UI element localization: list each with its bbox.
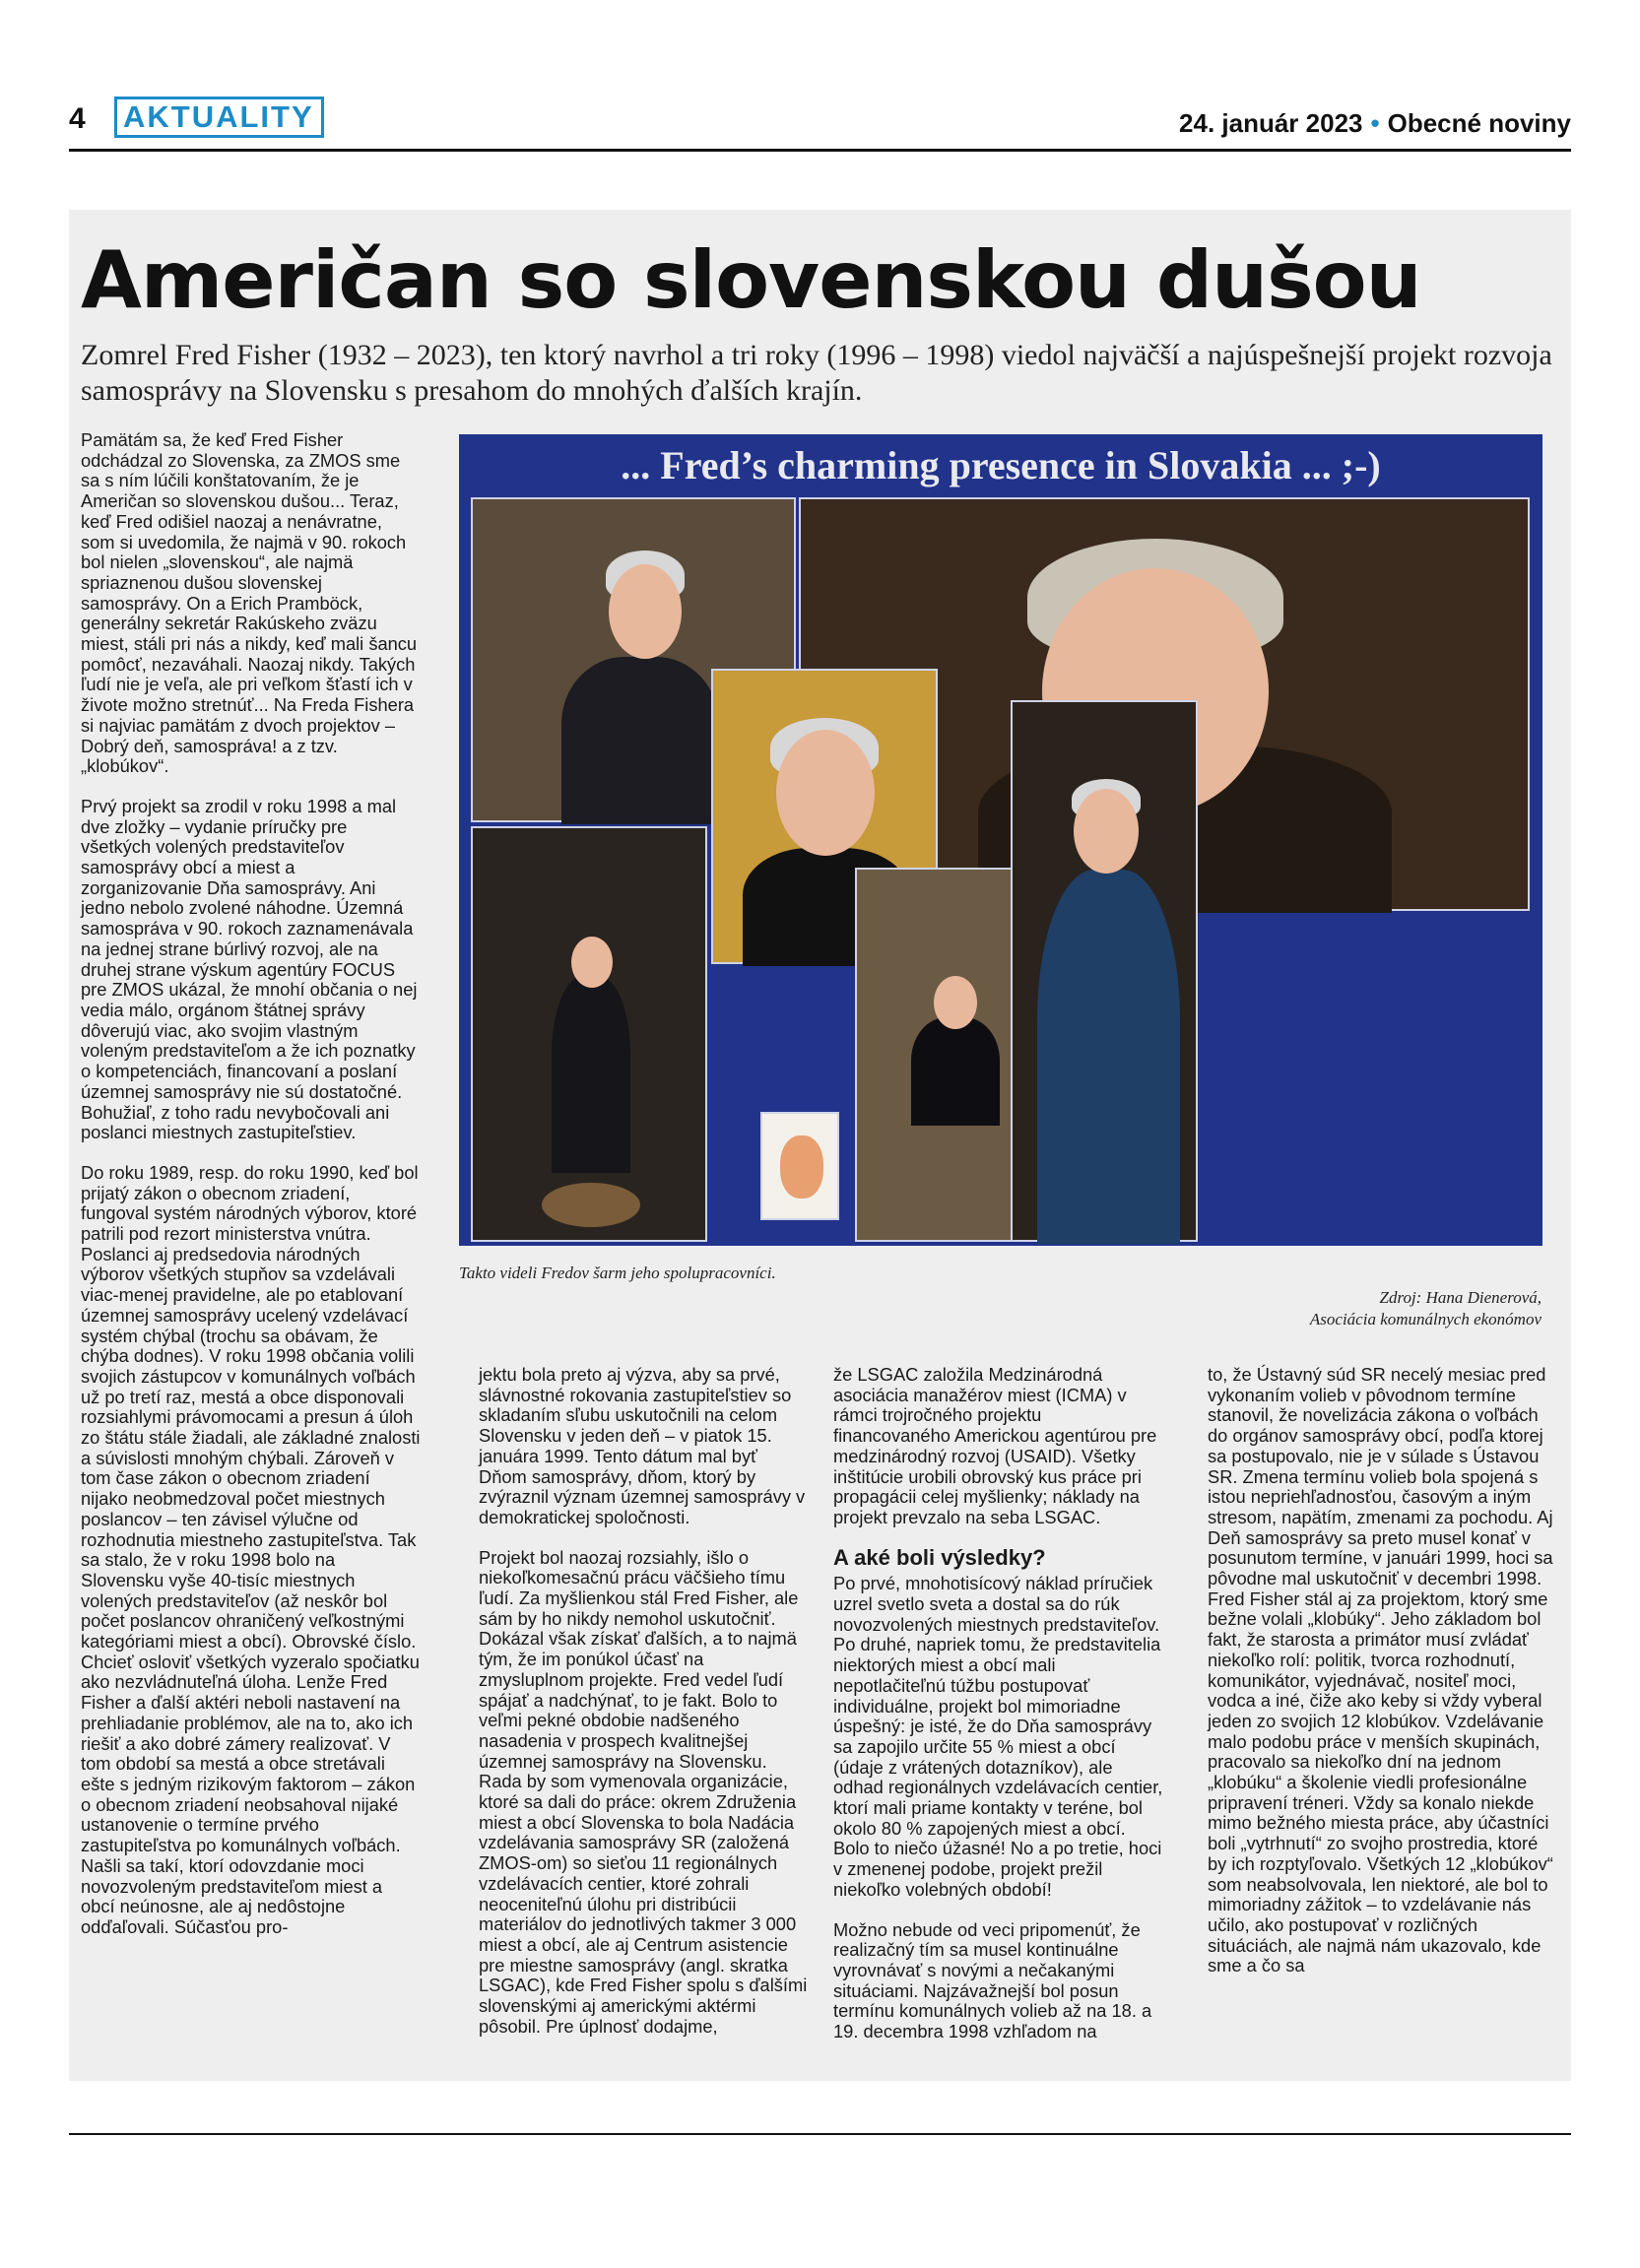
photo-caption: Takto videli Fredov šarm jeho spolupracovníci. <box>459 1264 776 1282</box>
article-column-1 <box>81 430 421 1958</box>
photo-credit <box>1310 1287 1542 1330</box>
hat-illustration <box>760 1112 839 1220</box>
paragraph: že LSGAC založila Medzinárodná asociácia manažérov miest (ICMA) v rámci trojročného projektu financovaného Americkou agentúrou pre medzinárodný rozvoj (USAID). Všetky inštitúcie urobili obrovský kus práce pri propagácii celej myšlienky; náklady na projekt prevzalo na seba LSGAC. <box>833 1364 1157 1527</box>
article-column-4 <box>1208 1365 1557 1996</box>
paragraph: Pamätám sa, že keď Fred Fisher odchádzal zo Slovenska, za ZMOS sme sa s ním lúčili konštatovaním, že je Američan so slovenskou dušou... Teraz, keď Fred odišiel naozaj a nenávratne, som si uvedomila, že najmä v 90. rokoch bol nielen „slovenskou“, ale najmä spriaznenou dušou slovenskej samosprávy. On a Erich Pramböck, generálny sekretár Rakúskeho zväzu miest, stáli pri nás a nikdy, keď mali šancu pomôcť, nezaváhali. Naozaj nikdy. Takých ľudí nie je veľa, ale pri veľkom šťastí ich v živote možno stretnúť... Na Freda Fishera si najviac pamätám z dvoch projektov – Dobrý deň, samospráva! a z tzv. „klobúkov“. <box>81 429 418 777</box>
page-number: 4 <box>69 102 86 135</box>
publication-name: Obecné noviny <box>1387 108 1571 138</box>
section-label: AKTUALITY <box>114 97 324 138</box>
paragraph: to, že Ústavný súd SR necelý mesiac pred vykonaním volieb v pôvodnom termíne stanovil, že novelizácia zákona o voľbách do orgánov samosprávy obcí, podľa ktorej sa postupovalo, nie je v súlade s Ústavou SR. Zmena termínu volieb bola spojená s istou nepriehľadnosťou, časovým a iným stresom, napätím, zmenami za pochodu. Aj Deň samosprávy sa preto musel konať v posunutom termíne, v januári 1999, hoci sa pôvodne mal uskutočniť v decembri 1998. Fred Fisher stál aj za projektom, ktorý sme bežne volali „klobúky“. Jeho základom bol fakt, že starosta a primátor musí zvládať niekoľko rolí: politik, tvorca rozhodnutí, komunikátor, vyjednávač, nositeľ moci, vodca a iné, čiže ako keby si vždy vyberal jeden zo svojich 12 klobúkov. Vzdelávanie malo podobu práce v menších skupinách, pracovalo sa niekoľko dní na jednom „klobúku“ a školenie viedli profesionálne pripravení tréneri. Vždy sa konalo niekde mimo bežného miesta práce, aby účastníci boli „vytrhnutí“ zo svojho prostredia, ktoré by ich rozptyľovalo. Všetkých 12 „klobúkov“ som neabsolvovala, len niektoré, ale bol to mimoriadny zážitok – to vzdelávanie nás učilo, ako postupovať v rozličných situáciách, ale najmä nám ukazovalo, kde sme a čo sa <box>1208 1364 1553 1976</box>
issue-date: 24. január 2023 <box>1179 108 1363 138</box>
article-headline: Američan so slovenskou dušou <box>81 234 1421 326</box>
photo-credit-source: Zdroj: Hana Dienerová, <box>1379 1288 1542 1307</box>
photo-collage-title: ... Fred’s charming presence in Slovakia ... ;-) <box>621 443 1381 487</box>
paragraph: Projekt bol naozaj rozsiahly, išlo o niekoľkomesačnú prácu väčšieho tímu ľudí. Za myšlienkou stál Fred Fisher, ale sám by ho nikdy nemohol uskutočniť. Dokázal však získať ďalších, a to najmä tým, že im ponúkol účasť na zmysluplnom projekte. Fred vedel ľudí spájať a nadchýnať, to je fakt. Bolo to veľmi pekné obdobie nadšeného nasadenia v prospech kvalitnejšej územnej samosprávy na Slovensku. Rada by som vymenovala organizácie, ktoré sa dali do práce: okrem Združenia miest a obcí Slovenska to bola Nadácia vzdelávania samosprávy SR (založená ZMOS-om) so sieťou 11 regionálnych vzdelávacích centier, ktoré zohrali neoceniteľnú úlohu pri distribúcii materiálov do jednotlivých takmer 3 000 miest a obcí, ale aj Centrum asistencie pre miestne samosprávy (angl. skratka LSGAC), kde Fred Fisher spolu s ďalšími slovenskými aj americkými aktérmi pôsobil. Pre úplnosť dodajme, <box>479 1546 808 2037</box>
separator-dot-icon: • <box>1370 108 1380 138</box>
photo-book-portrait <box>1011 700 1198 1242</box>
paragraph: Prvý projekt sa zrodil v roku 1998 a mal dve zložky – vydanie príručky pre všetkých volených predstaviteľov samosprávy obcí a miest a zorganizovanie Dňa samosprávy. Ani jedno nebolo zvolené náhodne. Územná samospráva v 90. rokoch zaznamenávala na jednej strane búrlivý rozvoj, ale na druhej strane výskum agentúry FOCUS pre ZMOS ukázal, že mnohí občania o nej vedia málo, orgánom štátnej správy dôverujú viac, ako svojim vlastným voleným predstaviteľom a že ich poznatky o kompetenciách, financovaní a poslaní územnej samosprávy nie sú dostatočné. Bohužiaľ, z toho radu nevybočovali ani poslanci miestnych zastupiteľstiev. <box>81 795 418 1143</box>
photo-street-statue <box>471 826 707 1242</box>
paragraph: jektu bola preto aj výzva, aby sa prvé, slávnostné rokovania zastupiteľstiev so skladaním sľubu uskutočnili na celom Slovensku v jeden deň – v piatok 15. januára 1999. Tento dátum mal byť Dňom samosprávy, dňom, ktorý by zvýraznil význam územnej samosprávy v demokratickej spoločnosti. <box>479 1364 806 1527</box>
article-subheading: A aké boli výsledky? <box>833 1544 1046 1570</box>
photo-collage <box>459 434 1542 1246</box>
header-divider <box>69 149 1571 152</box>
footer-divider <box>69 2133 1571 2135</box>
photo-credit-organization: Asociácia komunálnych ekonómov <box>1309 1310 1542 1328</box>
paragraph: Možno nebude od veci pripomenúť, že realizačný tím sa musel kontinuálne vyrovnávať s novými a nečakanými situáciami. Najzávažnejší bol posun termínu komunálnych volieb až na 18. a 19. decembra 1998 vzhľadom na <box>833 1918 1152 2042</box>
paragraph: Do roku 1989, resp. do roku 1990, keď bol prijatý zákon o obecnom zriadení, fungoval systém národných výborov, ktoré patrili pod rezort ministerstva vnútra. Poslanci aj predsedovia národných výborov všetkých stupňov sa vzdelávali viac-menej pravidelne, ale po etablovaní územnej samosprávy ucelený vzdelávací systém chýbal (trochu sa obávam, že chýba dodnes). V roku 1998 občania volili svojich zástupcov v komunálnych voľbách už po tretí raz, mestá a obce disponovali rozsiahlymi právomocami a presun á úloh zo štátu stále žiadali, ale základné znalosti a súvislosti mnohým chýbali. Zároveň v tom čase zákon o obecnom zriadení nijako neobmedzoval počet miestnych poslancov – ten závisel výlučne od rozhodnutia miestneho zastupiteľstva. Tak sa stalo, že v roku 1998 bolo na Slovensku vyše 40-tisíc miestnych volených predstaviteľov (až neskôr bol počet poslancov ohraničený veľkostnými kategóriami miest a obcí). Obrovské číslo. Chcieť osloviť všetkých vyzeralo spočiatku ako nezvládnuteľná úloha. Lenže Fred Fisher a ďalší aktéri neboli nastavení na prehliadanie problémov, ale na to, ako ich riešiť a ako dobré zámery realizovať. V tom období sa mestá a obce stretávali ešte s jedným rizikovým faktorom – zákon o obecnom zriadení neobsahoval nijaké ustanovenie o termíne prvého zastupiteľstva po komunálnych voľbách. Našli sa takí, ktorí odovzdanie moci novozvoleným predstaviteľom miest a obcí neúnosne, ale aj nedôstojne odďaľovali. Súčasťou pro- <box>81 1161 421 1937</box>
article-column-3 <box>833 1365 1163 2062</box>
paragraph: Po prvé, mnohotisícový náklad príručiek uzrel svetlo sveta a dostal sa do rúk novozvolených miestnych predstaviteľov. Po druhé, napriek tomu, že predstavitelia niektorých miest a obcí mali nepotlačiteľnú túžbu postupovať individuálne, projekt bol mimoriadne úspešný: je isté, že do Dňa samosprávy sa zapojilo určite 55 % miest a obcí (údaje z vrátených dotazníkov), ale odhad regionálnych vzdelávacích centier, ktorí mali priame kontakty v teréne, bol okolo 80 % zapojených miest a obcí. Bolo to niečo úžasné! No a po tretie, hoci v zmenenej podobe, projekt prežil niekoľko volebných období! <box>833 1573 1163 1900</box>
article-column-2 <box>479 1365 809 2057</box>
issue-info <box>1179 108 1571 139</box>
article-lede: Zomrel Fred Fisher (1932 – 2023), ten ktorý navrhol a tri roky (1996 – 1998) viedol najväčší a najúspešnejší projekt rozvoja samosprávy na Slovensku s presahom do mnohých ďalších krajín. <box>81 339 1552 407</box>
